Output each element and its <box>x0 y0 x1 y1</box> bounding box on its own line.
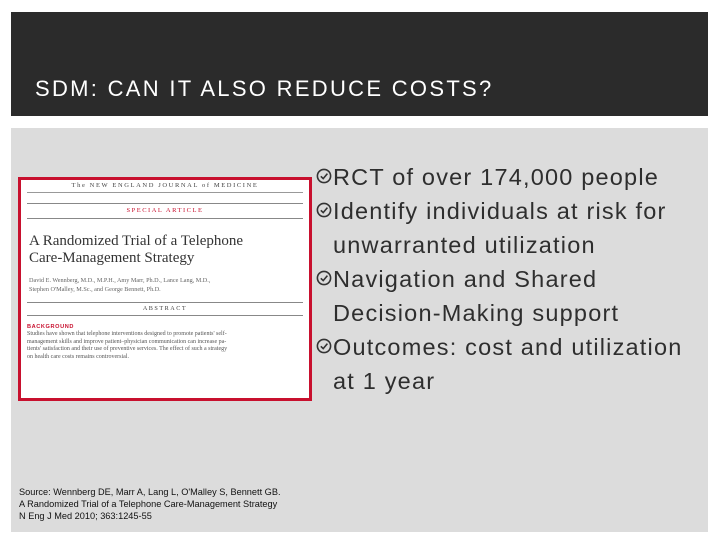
background-line: management skills and improve patient–physician communication can increase pa- <box>27 338 227 345</box>
slide-title: SDM: CAN IT ALSO REDUCE COSTS? <box>35 76 494 101</box>
circle-check-icon <box>316 168 332 184</box>
bullet-item <box>316 160 706 194</box>
article-authors <box>29 276 299 294</box>
circle-check-icon <box>316 270 332 286</box>
circle-check-icon <box>316 202 332 218</box>
article-section-label: SPECIAL ARTICLE <box>27 203 303 219</box>
bullet-item <box>316 262 706 330</box>
bullet-text: RCT of over 174,000 people <box>333 164 660 190</box>
bullet-text: Outcomes: cost and utilization at 1 year <box>333 334 683 394</box>
bullet-item <box>316 330 706 398</box>
source-line: A Randomized Trial of a Telephone Care-Management Strategy <box>19 498 278 509</box>
abstract-label: ABSTRACT <box>27 302 303 316</box>
bullet-item <box>316 194 706 262</box>
divider <box>27 192 303 193</box>
authors-line: David E. Wennberg, M.D., M.P.H., Amy Marr, Ph.D., Lance Lang, M.D., <box>29 277 211 284</box>
bullet-list <box>316 160 706 398</box>
background-text <box>27 331 305 361</box>
circle-check-icon <box>316 338 332 354</box>
article-title <box>29 233 309 267</box>
journal-name: The NEW ENGLAND JOURNAL of MEDICINE <box>71 182 259 189</box>
background-line: Studies have shown that telephone interventions designed to promote patients' self- <box>27 331 227 337</box>
source-citation <box>19 487 281 522</box>
article-thumbnail <box>18 177 312 401</box>
background-label: BACKGROUND <box>27 324 75 330</box>
title-bar <box>11 12 708 116</box>
article-title-line: Care-Management Strategy <box>29 250 195 266</box>
bullet-text: Identify individuals at risk for unwarranted utilization <box>333 198 667 258</box>
source-line: N Eng J Med 2010; 363:1245-55 <box>19 510 152 521</box>
background-line: tients' satisfaction and their use of preventive services. The effect of such a strategy <box>27 346 228 353</box>
source-line: Source: Wennberg DE, Marr A, Lang L, O'Malley S, Bennett GB. <box>19 487 281 497</box>
article-title-line: A Randomized Trial of a Telephone <box>29 233 244 249</box>
bullet-text: Navigation and Shared Decision-Making support <box>333 266 620 326</box>
background-line: on health care costs remains controversial. <box>27 353 129 360</box>
authors-line: Stephen O'Malley, M.Sc., and George Bennett, Ph.D. <box>29 286 161 293</box>
